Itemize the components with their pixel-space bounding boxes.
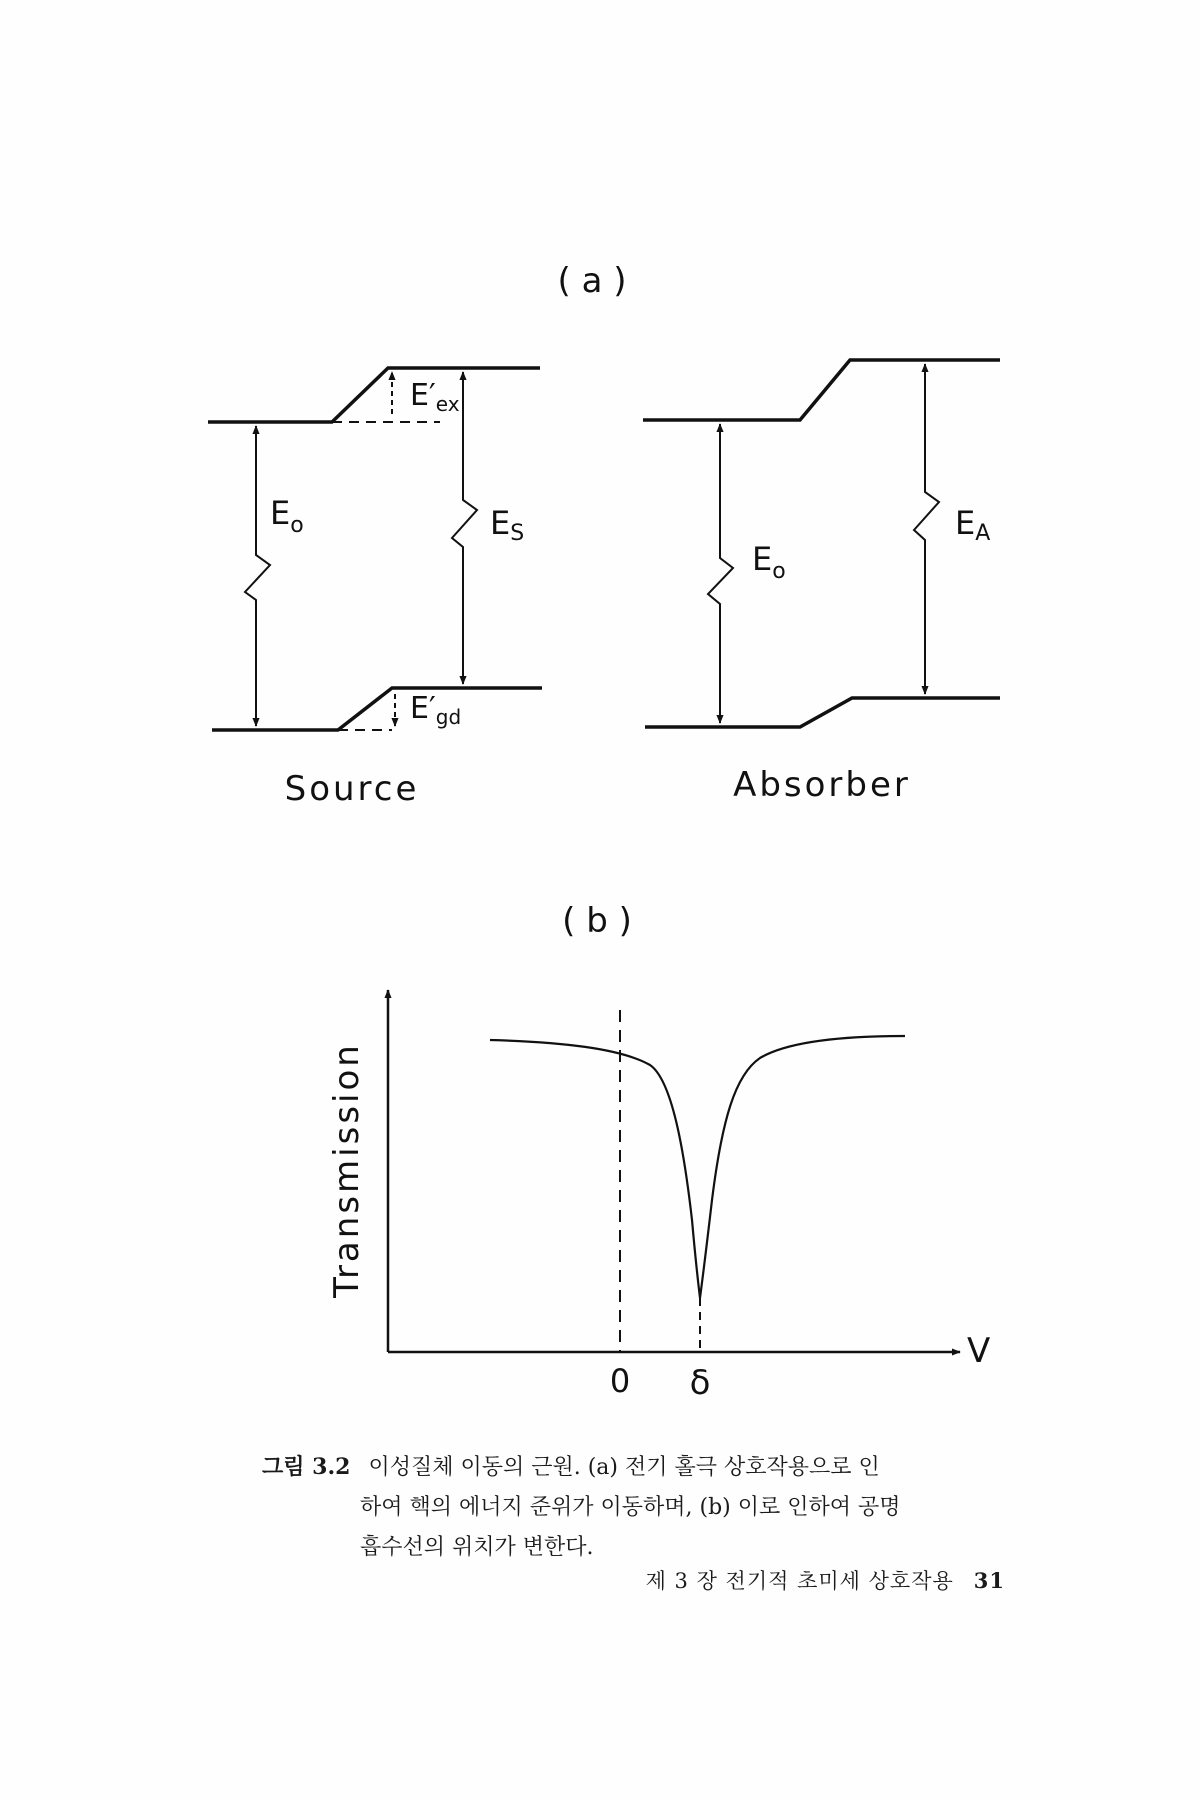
caption-line-1 (262, 1447, 1022, 1488)
absorber-e0-label: $E_o$ (752, 540, 786, 584)
page-number: 31 (973, 1568, 1005, 1593)
caption-line-2: 하여 핵의 에너지 준위가 이동하며, (b) 이로 인하여 공명 (360, 1495, 901, 1520)
transmission-plot (388, 990, 960, 1352)
source-egd-label: $E'_{gd}$ (410, 691, 462, 729)
source-eex-label: $E'_{ex}$ (410, 378, 460, 416)
source-e0-label: $E_o$ (270, 494, 304, 538)
absorber-excited-level (643, 360, 1000, 420)
figure-caption (262, 1447, 1022, 1568)
absorber-ground-level (645, 698, 1000, 727)
absorber-caption: Absorber (733, 765, 911, 805)
absorber-energy-labels (752, 504, 990, 584)
source-ground-level (212, 688, 542, 730)
panel-b-label: ( b ) (562, 901, 632, 941)
caption-line-3: 흡수선의 위치가 변한다. (360, 1535, 594, 1560)
absorber-e0-arrow (708, 424, 733, 723)
running-footer (646, 1565, 1005, 1595)
source-es-arrow (452, 372, 477, 684)
y-axis-label: Transmission (327, 1042, 367, 1298)
x-axis-label: V (967, 1331, 991, 1371)
chapter-title: 제 3 장 전기적 초미세 상호작용 (645, 1569, 954, 1593)
absorber-ea-arrow (914, 364, 939, 694)
source-excited-level (208, 368, 540, 422)
absorber-level-diagram (643, 360, 1000, 727)
source-e0-arrow (245, 426, 270, 726)
source-es-label: ES (490, 504, 525, 546)
tick-delta: δ (689, 1363, 711, 1403)
absorber-ea-label: EA (955, 504, 991, 546)
panel-a-label: ( a ) (557, 261, 627, 301)
absorption-line-curve (490, 1036, 905, 1298)
figure-number: 그림 3.2 (262, 1454, 351, 1480)
source-caption: Source (284, 769, 420, 809)
tick-zero: 0 (609, 1362, 631, 1400)
source-level-diagram (208, 368, 542, 730)
source-energy-labels (270, 378, 524, 729)
caption-text-1: 이성질체 이동의 근원. (a) 전기 홀극 상호작용으로 인 (368, 1455, 880, 1480)
